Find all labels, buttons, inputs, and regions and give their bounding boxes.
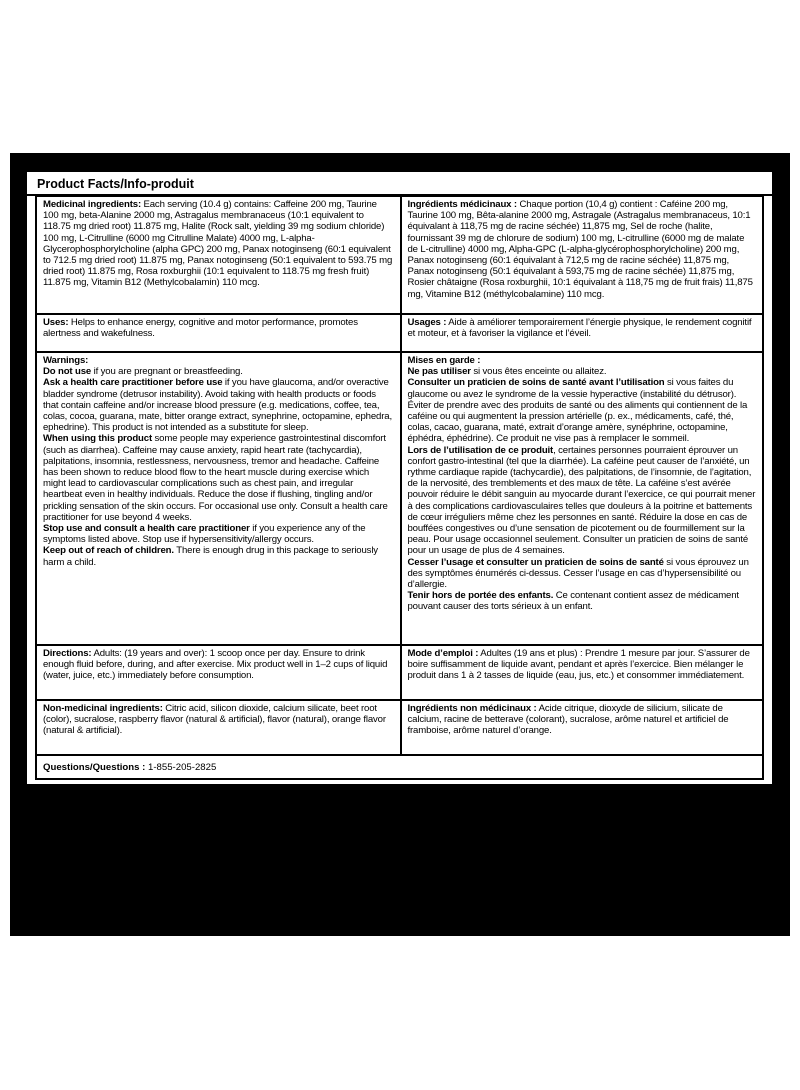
medicinal-ingredients-fr xyxy=(400,197,763,313)
warning-lead: Stop use and consult a health care practitioner xyxy=(43,523,250,535)
warning-text: si vous êtes enceinte ou allaitez. xyxy=(470,366,607,378)
non-medicinal-en xyxy=(37,701,400,754)
warning-text: Ce contenant contient assez de médicament pouvant causer des torts sérieux à un enfant. xyxy=(407,590,739,613)
section-heading: Mises en garde : xyxy=(407,355,481,366)
warning-lead: Do not use xyxy=(43,366,92,378)
warning-text: if you experience any of the symptoms listed above. Stop use if hypersensitivity/allergy occurs. xyxy=(43,523,366,546)
warning-paragraph xyxy=(43,377,394,433)
uses-row xyxy=(35,315,764,353)
section-heading: Medicinal ingredients: xyxy=(43,199,141,210)
label-title: Product Facts/Info-produit xyxy=(27,172,772,196)
section-text: Acide citrique, dioxyde de silicium, silicate de calcium, racine de betterave (colorant), sucralose, arôme naturel et artificiel de framboise, arôme naturel d’orange. xyxy=(407,703,729,737)
warning-text: if you have glaucoma, and/or overactive bladder syndrome (detrusor instability). Avoid taking with health products or foods that contain caffeine and/or increase blood pressure (e.g. medications, coffee, tea, colas, cocoa, guarana, mate, bitter orange extract, synephrine, octopamine, ephedra, ephedrine). This product is not intended as a substitute for sleep. xyxy=(43,377,392,434)
warning-lead: Consulter un praticien de soins de santé avant l’utilisation xyxy=(407,377,665,389)
section-text: Adults: (19 years and over): 1 scoop once per day. Ensure to drink enough fluid before, during, and after exercise. Mix product well in 1–2 cups of liquid (water, juice, etc.) immediately before consumption. xyxy=(43,648,388,682)
warning-paragraph xyxy=(43,523,394,545)
warning-lead: Cesser l’usage et consulter un praticien de soins de santé xyxy=(407,556,664,568)
section-heading: Mode d’emploi : xyxy=(407,648,479,659)
section-text: Chaque portion (10,4 g) contient : Caféine 200 mg, Taurine 100 mg, Bêta-alanine 2000 mg, Astragale (Astragalus membranaceus, 10:1 équivalant à 118,75 mg de racine séchée) 11,875 mg, Sel de roche (halite, fournissant 39 mg de chlorure de sodium) 100 mg, L-citrulline (6000 mg de malate de L-citrulline) 4000 mg, Alpha-GPC (L-alpha-glycérophosphorylcholine) 200 mg, Panax notoginseng (60:1 équivalant à 712,5 mg de racine séchée) 11,875 mg, Panax notoginseng (50:1 équivalant à 593,75 mg de racine séchée) 11,875 mg, Rosier châtaigne (Rosa roxburghii, 10:1 équivalant à 118,75 mg de fruit frais) 11,875 mg, Vitamine B12 (méthylcobalamine) 110 mcg. xyxy=(407,199,753,300)
warning-lead: Ne pas utiliser xyxy=(407,366,471,378)
directions-fr xyxy=(400,646,763,699)
questions-row xyxy=(35,756,764,780)
medicinal-ingredients-en xyxy=(37,197,400,313)
warning-paragraph xyxy=(408,590,757,612)
section-heading: Warnings: xyxy=(43,355,89,366)
warning-lead: Tenir hors de portée des enfants. xyxy=(407,590,554,602)
warning-text: some people may experience gastrointestinal discomfort (such as diarrhea). Caffeine may cause anxiety, rapid heart rate (tachycardia), palpitations, insomnia, restlessness, nervousness, tremor and headache. Caffeine has been shown to reduce blood flow to the heart muscle during exercise which might lead to cardiovascular complications such as chest pain, and irregular heartbeat even in healthy individuals. Reduce the dose if flushing, tingling and/or prickling sensation of the skin occurs. For occasional use only. Consult a health care practitioner for use beyond 4 weeks. xyxy=(43,433,388,523)
section-heading: Non-medicinal ingredients: xyxy=(43,703,163,714)
warnings-row xyxy=(35,353,764,646)
non-medicinal-row xyxy=(35,701,764,756)
directions-en xyxy=(37,646,400,699)
section-text: Helps to enhance energy, cognitive and motor performance, promotes alertness and wakefulness. xyxy=(43,317,358,340)
warning-paragraph xyxy=(408,377,757,444)
warnings-fr xyxy=(400,353,763,644)
warning-paragraph xyxy=(408,445,757,557)
section-heading: Usages : xyxy=(407,317,447,328)
warning-text: si vous faites du glaucome ou avez le syndrome de la vessie hyperactive (instabilité du détrusor). Éviter de prendre avec des produits de santé ou des aliments qui contiennent de la caféine ou qui augmentent la pression artérielle (p. ex., médicaments, café, thé, colas, cacao, guarana, maté, extrait d’orange amère, synéphrine, octopamine, éphédra, éphédrine). Ce produit ne vise pas à remplacer le sommeil. xyxy=(407,377,748,445)
warning-lead: Keep out of reach of children. xyxy=(43,545,174,557)
section-heading: Ingrédients médicinaux : xyxy=(407,199,517,210)
warning-paragraph xyxy=(43,366,394,377)
facts-table xyxy=(35,195,764,780)
section-text: Adultes (19 ans et plus) : Prendre 1 mesure par jour. S’assurer de boire suffisamment de liquide avant, pendant et après l’exercice. Bien mélanger le produit dans 1 à 2 tasses de liquide (eau, jus, etc.) et consommer immédiatement. xyxy=(407,648,750,682)
warning-text: , certaines personnes pourraient éprouver un confort gastro-intestinal (tel que la diarrhée). La caféine peut causer de l’anxiété, un rythme cardiaque rapide (tachycardie), des palpitations, de l’insomnie, de l’agitation, de la nervosité, des tremblements et des maux de tête. La caféine s’est avérée pouvoir réduire le débit sanguin au myocarde durant l’exercice, ce qui pourrait mener à des complications cardiovasculaires telles que douleurs à la poitrine et battements de cœur irréguliers même chez les personnes en santé. Réduire la dose en cas de bouffées congestives ou d’une sensation de picotement ou de fourmillement sur la peau. Pour usage occasionnel seulement. Consulter un praticien de soins de santé pour un usage de plus de 4 semaines. xyxy=(407,444,756,557)
medicinal-ingredients-row xyxy=(35,195,764,315)
section-heading: Ingrédients non médicinaux : xyxy=(407,703,537,714)
uses-fr xyxy=(400,315,763,351)
warning-lead: Lors de l’utilisation de ce produit xyxy=(407,444,554,456)
section-text: Each serving (10.4 g) contains: Caffeine 200 mg, Taurine 100 mg, beta-Alanine 2000 mg, Astragalus membranaceus (10:1 equivalent to 118.75 mg dried root) 11.875 mg, Halite (Rock salt, yielding 39 mg sodium chloride) 100 mg, L-Citrulline (6000 mg Citrulline Malate) 4000 mg, L-alpha-Glycerophosphorylcholine (alpha GPC) 200 mg, Panax notoginseng (60:1 equivalent to 712.5 mg dried root) 11.875 mg, Panax notoginseng (50:1 equivalent to 593.75 mg dried root) 11.875 mg, Rosa roxburghii (10:1 equivalent to 118.75 mg fresh fruit) 11.875 mg, Vitamin B12 (Methylcobalamin) 110 mcg. xyxy=(43,199,393,289)
warning-text: si vous éprouvez un des symptômes énumérés ci-dessus. Cesser l’usage en cas d’hypersensibilité ou d’allergie. xyxy=(407,556,749,591)
warning-text: if you are pregnant or breastfeeding. xyxy=(91,366,243,378)
directions-row xyxy=(35,646,764,701)
questions-heading: Questions/Questions : xyxy=(43,762,146,773)
questions-phone: 1-855-205-2825 xyxy=(145,762,217,773)
warning-lead: Ask a health care practitioner before use xyxy=(43,377,223,389)
product-facts-label xyxy=(25,170,774,786)
section-text: Citric acid, silicon dioxide, calcium silicate, beet root (color), sucralose, raspberry flavor (natural & artificial), flavor (natural), orange flavor (natural & artificial). xyxy=(43,703,386,737)
warning-paragraph xyxy=(408,366,757,377)
section-text: Aide à améliorer temporairement l’énergie physique, le rendement cognitif et moteur, et à favoriser la vigilance et l’éveil. xyxy=(407,317,752,340)
warning-lead: When using this product xyxy=(43,433,153,445)
warning-paragraph xyxy=(408,557,757,591)
warnings-en xyxy=(37,353,400,644)
warning-paragraph xyxy=(43,545,394,567)
uses-en xyxy=(37,315,400,351)
section-heading: Directions: xyxy=(43,648,92,659)
non-medicinal-fr xyxy=(400,701,763,754)
warning-text: There is enough drug in this package to seriously harm a child. xyxy=(43,545,378,568)
section-heading: Uses: xyxy=(43,317,69,328)
warning-paragraph xyxy=(43,433,394,523)
